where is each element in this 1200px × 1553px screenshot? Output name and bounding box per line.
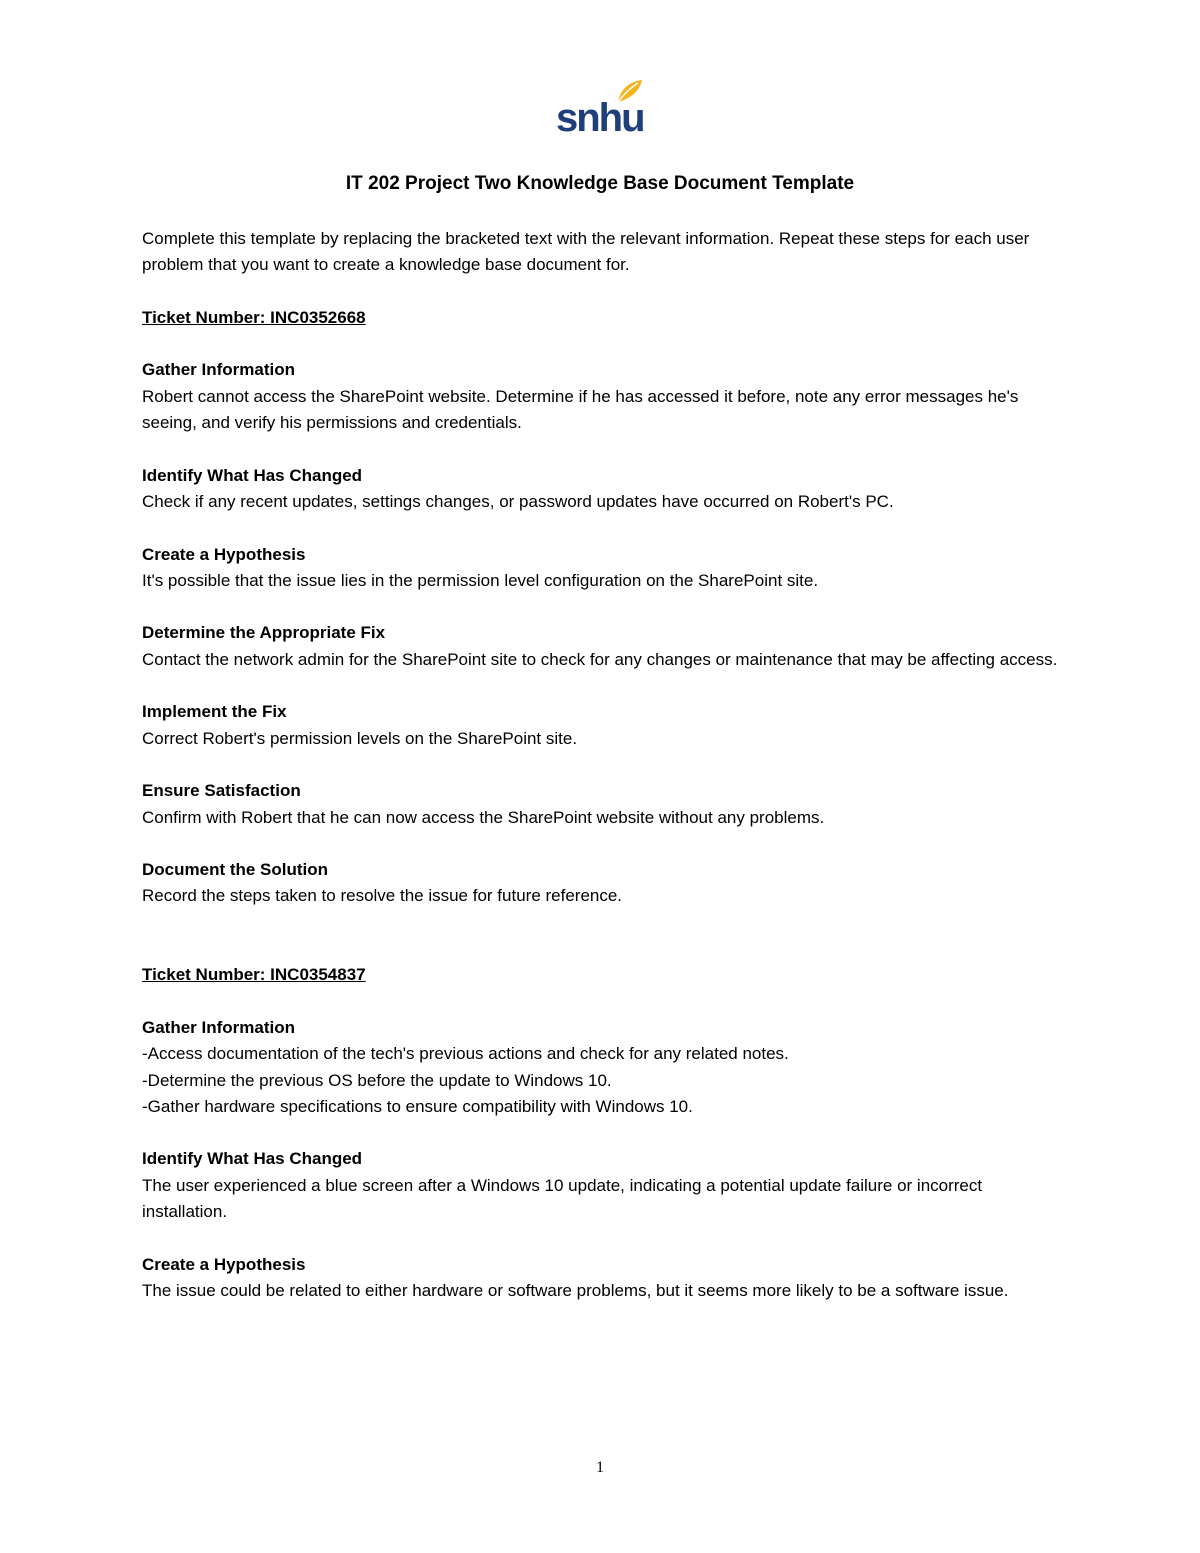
section-text: Robert cannot access the SharePoint website. Determine if he has accessed it before, note any error messages he's seeing, and verify his permissions and credentials. <box>142 386 1019 433</box>
section-text: It's possible that the issue lies in the permission level configuration on the SharePoint site. <box>142 570 819 590</box>
section-text: Confirm with Robert that he can now access the SharePoint website without any problems. <box>142 807 825 827</box>
section-title: Determine the Appropriate Fix <box>142 623 386 643</box>
section-title: Gather Information <box>142 1017 296 1037</box>
page-title: IT 202 Project Two Knowledge Base Document Template <box>345 173 855 194</box>
section-title: Identify What Has Changed <box>142 1149 363 1169</box>
ticket-block <box>142 962 1062 1304</box>
section-title: Create a Hypothesis <box>142 1254 306 1274</box>
section-text: Check if any recent updates, settings changes, or password updates have occurred on Robert's PC. <box>142 491 894 511</box>
section-text: -Determine the previous OS before the update to Windows 10. <box>142 1070 612 1090</box>
section-title: Identify What Has Changed <box>142 465 363 485</box>
section-title: Create a Hypothesis <box>142 544 306 564</box>
section <box>142 778 1062 831</box>
section-text: Record the steps taken to resolve the issue for future reference. <box>142 886 623 906</box>
section <box>142 620 1062 673</box>
section <box>142 1252 1062 1305</box>
section-title: Implement the Fix <box>142 702 287 722</box>
blank-line <box>142 936 1062 962</box>
section-title: Document the Solution <box>142 860 329 880</box>
section <box>142 1015 1062 1120</box>
section-title: Ensure Satisfaction <box>142 781 301 801</box>
section <box>142 857 1062 910</box>
intro-paragraph: Complete this template by replacing the bracketed text with the relevant information. Repeat these steps for each user problem that you want to create a knowledge base document for. <box>142 229 1030 275</box>
section <box>142 1146 1062 1225</box>
document-body <box>142 226 1062 1330</box>
ticket-number: Ticket Number: INC0354837 <box>142 965 366 985</box>
section-text: -Access documentation of the tech's previous actions and check for any related notes. <box>142 1044 789 1064</box>
logo-wordmark: snhu <box>556 96 644 140</box>
snhu-logo <box>556 78 646 140</box>
ticket-block <box>142 305 1062 910</box>
section-title: Gather Information <box>142 360 296 380</box>
section <box>142 463 1062 516</box>
section-text: The user experienced a blue screen after a Windows 10 update, indicating a potential update failure or incorrect installation. <box>142 1175 983 1221</box>
section-text: -Gather hardware specifications to ensure compatibility with Windows 10. <box>142 1096 693 1116</box>
section <box>142 699 1062 752</box>
section <box>142 357 1062 436</box>
section <box>142 542 1062 595</box>
section-text: The issue could be related to either hardware or software problems, but it seems more likely to be a software issue. <box>142 1280 1009 1300</box>
section-text: Correct Robert's permission levels on the SharePoint site. <box>142 728 578 748</box>
section-text: Contact the network admin for the SharePoint site to check for any changes or maintenance that may be affecting access. <box>142 649 1058 669</box>
ticket-number: Ticket Number: INC0352668 <box>142 307 366 327</box>
page-number: 1 <box>596 1459 604 1476</box>
